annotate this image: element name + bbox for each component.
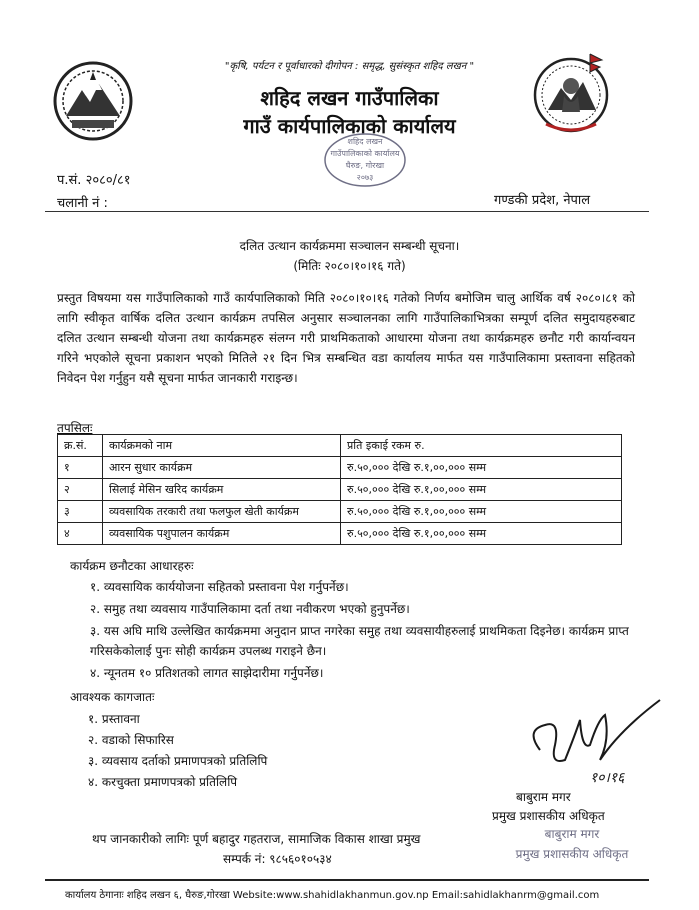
table-cell: ४: [58, 523, 103, 545]
document-item: १. प्रस्तावना: [88, 712, 140, 726]
table-row: [58, 457, 622, 479]
criteria-item: २. समुह तथा व्यवसाय गाउँपालिकामा दर्ता तथा नवीकरण भएको हुनुपर्नेछ।: [90, 602, 410, 616]
table-header-cell: कार्यक्रमको नाम: [103, 435, 341, 457]
notice-date: (मितिः २०८०।१०।१६ गते): [293, 259, 406, 273]
table-header-cell: प्रति इकाई रकम रु.: [341, 435, 622, 457]
table-header-cell: क्र.सं.: [58, 435, 103, 457]
reference-number: प.सं. २०८०/८१: [57, 173, 131, 188]
footer-address: कार्यालय ठेगानाः शहिद लखन ६, घैरुङ,गोरखा Website:www.shahidlakhanmun.gov.np Email:sahidlakhanrm@gmail.com: [65, 890, 600, 901]
table-cell: रु.५०,००० देखि रु.१,००,००० सम्म: [341, 501, 622, 523]
table-row: [58, 523, 622, 545]
table-cell: रु.५०,००० देखि रु.१,००,००० सम्म: [341, 457, 622, 479]
header-divider: [45, 211, 649, 212]
table-cell: रु.५०,००० देखि रु.१,००,००० सम्म: [341, 523, 622, 545]
footer-divider: [45, 879, 649, 881]
documents-label: आवश्यक कागजातः: [70, 690, 155, 704]
document-item: ३. व्यवसाय दर्ताको प्रमाणपत्रको प्रतिलिपि: [88, 754, 268, 768]
notice-subject: दलित उत्थान कार्यक्रममा सञ्चालन सम्बन्धी सूचना।: [239, 239, 460, 253]
signature-date: १०।१६: [590, 770, 625, 786]
motto: "कृषि, पर्यटन र पूर्वाधारको दीगोपन : समृद्ध, सुसंस्कृत शहिद लखन ": [224, 61, 475, 72]
stamp-line-2: गाउँपालिकाको कार्यालय: [330, 149, 400, 158]
criteria-item: ४. न्यूनतम १० प्रतिशतको लागत साझेदारीमा गर्नुपर्नेछ।: [90, 666, 324, 680]
table-cell: १: [58, 457, 103, 479]
table-cell: ३: [58, 501, 103, 523]
office-name: गाउँ कार्यपालिकाको कार्यालय: [243, 114, 456, 138]
contact-person: थप जानकारीको लागिः पूर्ण बहादुर गहतराज, सामाजिक विकास शाखा प्रमुख: [92, 832, 421, 846]
stamp-title: प्रमुख प्रशासकीय अधिकृत: [515, 847, 629, 861]
stamp-line-1: शहिद लखन: [347, 137, 383, 146]
signatory-name: बाबुराम मगर: [516, 790, 571, 804]
criteria-label: कार्यक्रम छनौटका आधारहरुः: [70, 559, 194, 573]
stamp-name: बाबुराम मगर: [544, 827, 600, 841]
table-row: [58, 479, 622, 501]
table-cell: २: [58, 479, 103, 501]
table-cell: व्यवसायिक तरकारी तथा फलफुल खेती कार्यक्रम: [103, 501, 341, 523]
dispatch-number: चलानी नं :: [57, 196, 108, 211]
notice-body: प्रस्तुत विषयमा यस गाउँपालिकाको गाउँ कार्यपालिकाको मिति २०८०।१०।१६ गतेको निर्णय बमोजिम चालु आर्थिक वर्ष २०८०।८१ को लागि स्वीकृत वार्षिक दलित उत्थान कार्यक्रम तपसिल अनुसार सञ्चालनका लागि गाउँपालिकाभित्रका सम्पूर्ण दलित समुदायहरुबाट दलित उत्थान सम्बन्धी योजना तथा कार्यक्रमहरु संलग्न गरी प्राथमिकताको आधारमा योजना तथा कार्यक्रमहरु छनौट गरी कार्यान्वयन गरिने भएकोले सूचना प्रकाशन भएको मितिले २१ दिन भित्र सम्बन्धित वडा कार्यालय मार्फत यस गाउँपालिकामा प्रस्तावना सहितको निवेदन पेश गर्नुहुन यसै सूचना मार्फत जानकारी गराइन्छ।: [57, 291, 635, 385]
province-label: गण्डकी प्रदेश, नेपाल: [494, 193, 591, 208]
signature-stamp-icon: [510, 822, 635, 866]
stamp-line-4: २०७३: [356, 173, 374, 182]
table-cell: व्यवसायिक पशुपालन कार्यक्रम: [103, 523, 341, 545]
schedule-label: तपसिलः: [57, 421, 93, 435]
stamp-line-3: घैरुङ, गोरखा: [345, 161, 385, 170]
table-header-row: [58, 435, 622, 457]
document-item: २. वडाको सिफारिस: [88, 733, 174, 747]
schedule-table: [57, 434, 622, 545]
handwritten-signature-icon: [520, 690, 670, 790]
signatory-title: प्रमुख प्रशासकीय अधिकृत: [492, 809, 605, 823]
document-item: ४. करचुक्ता प्रमाणपत्रको प्रतिलिपि: [88, 775, 238, 789]
table-cell: रु.५०,००० देखि रु.१,००,००० सम्म: [341, 479, 622, 501]
table-cell: सिलाई मेसिन खरिद कार्यक्रम: [103, 479, 341, 501]
criteria-item: ३. यस अघि माथि उल्लेखित कार्यक्रममा अनुदान प्राप्त नगरेका समुह तथा व्यवसायीहरुलाई प्राथमिकता दिइनेछ। कार्यक्रम प्राप्त गरिसकेकोलाई पुनः सोही कार्यक्रम उपलब्ध गराइने छैन।: [90, 624, 629, 658]
table-cell: आरन सुधार कार्यक्रम: [103, 457, 341, 479]
office-stamp-icon: [300, 130, 430, 190]
table-row: [58, 501, 622, 523]
organization-name: शहिद लखन गाउँपालिका: [260, 86, 439, 110]
criteria-item: १. व्यवसायिक कार्ययोजना सहितको प्रस्तावना पेश गर्नुपर्नेछ।: [90, 580, 349, 594]
contact-number: सम्पर्क नं: ९८५६०१०५३४: [223, 852, 332, 866]
